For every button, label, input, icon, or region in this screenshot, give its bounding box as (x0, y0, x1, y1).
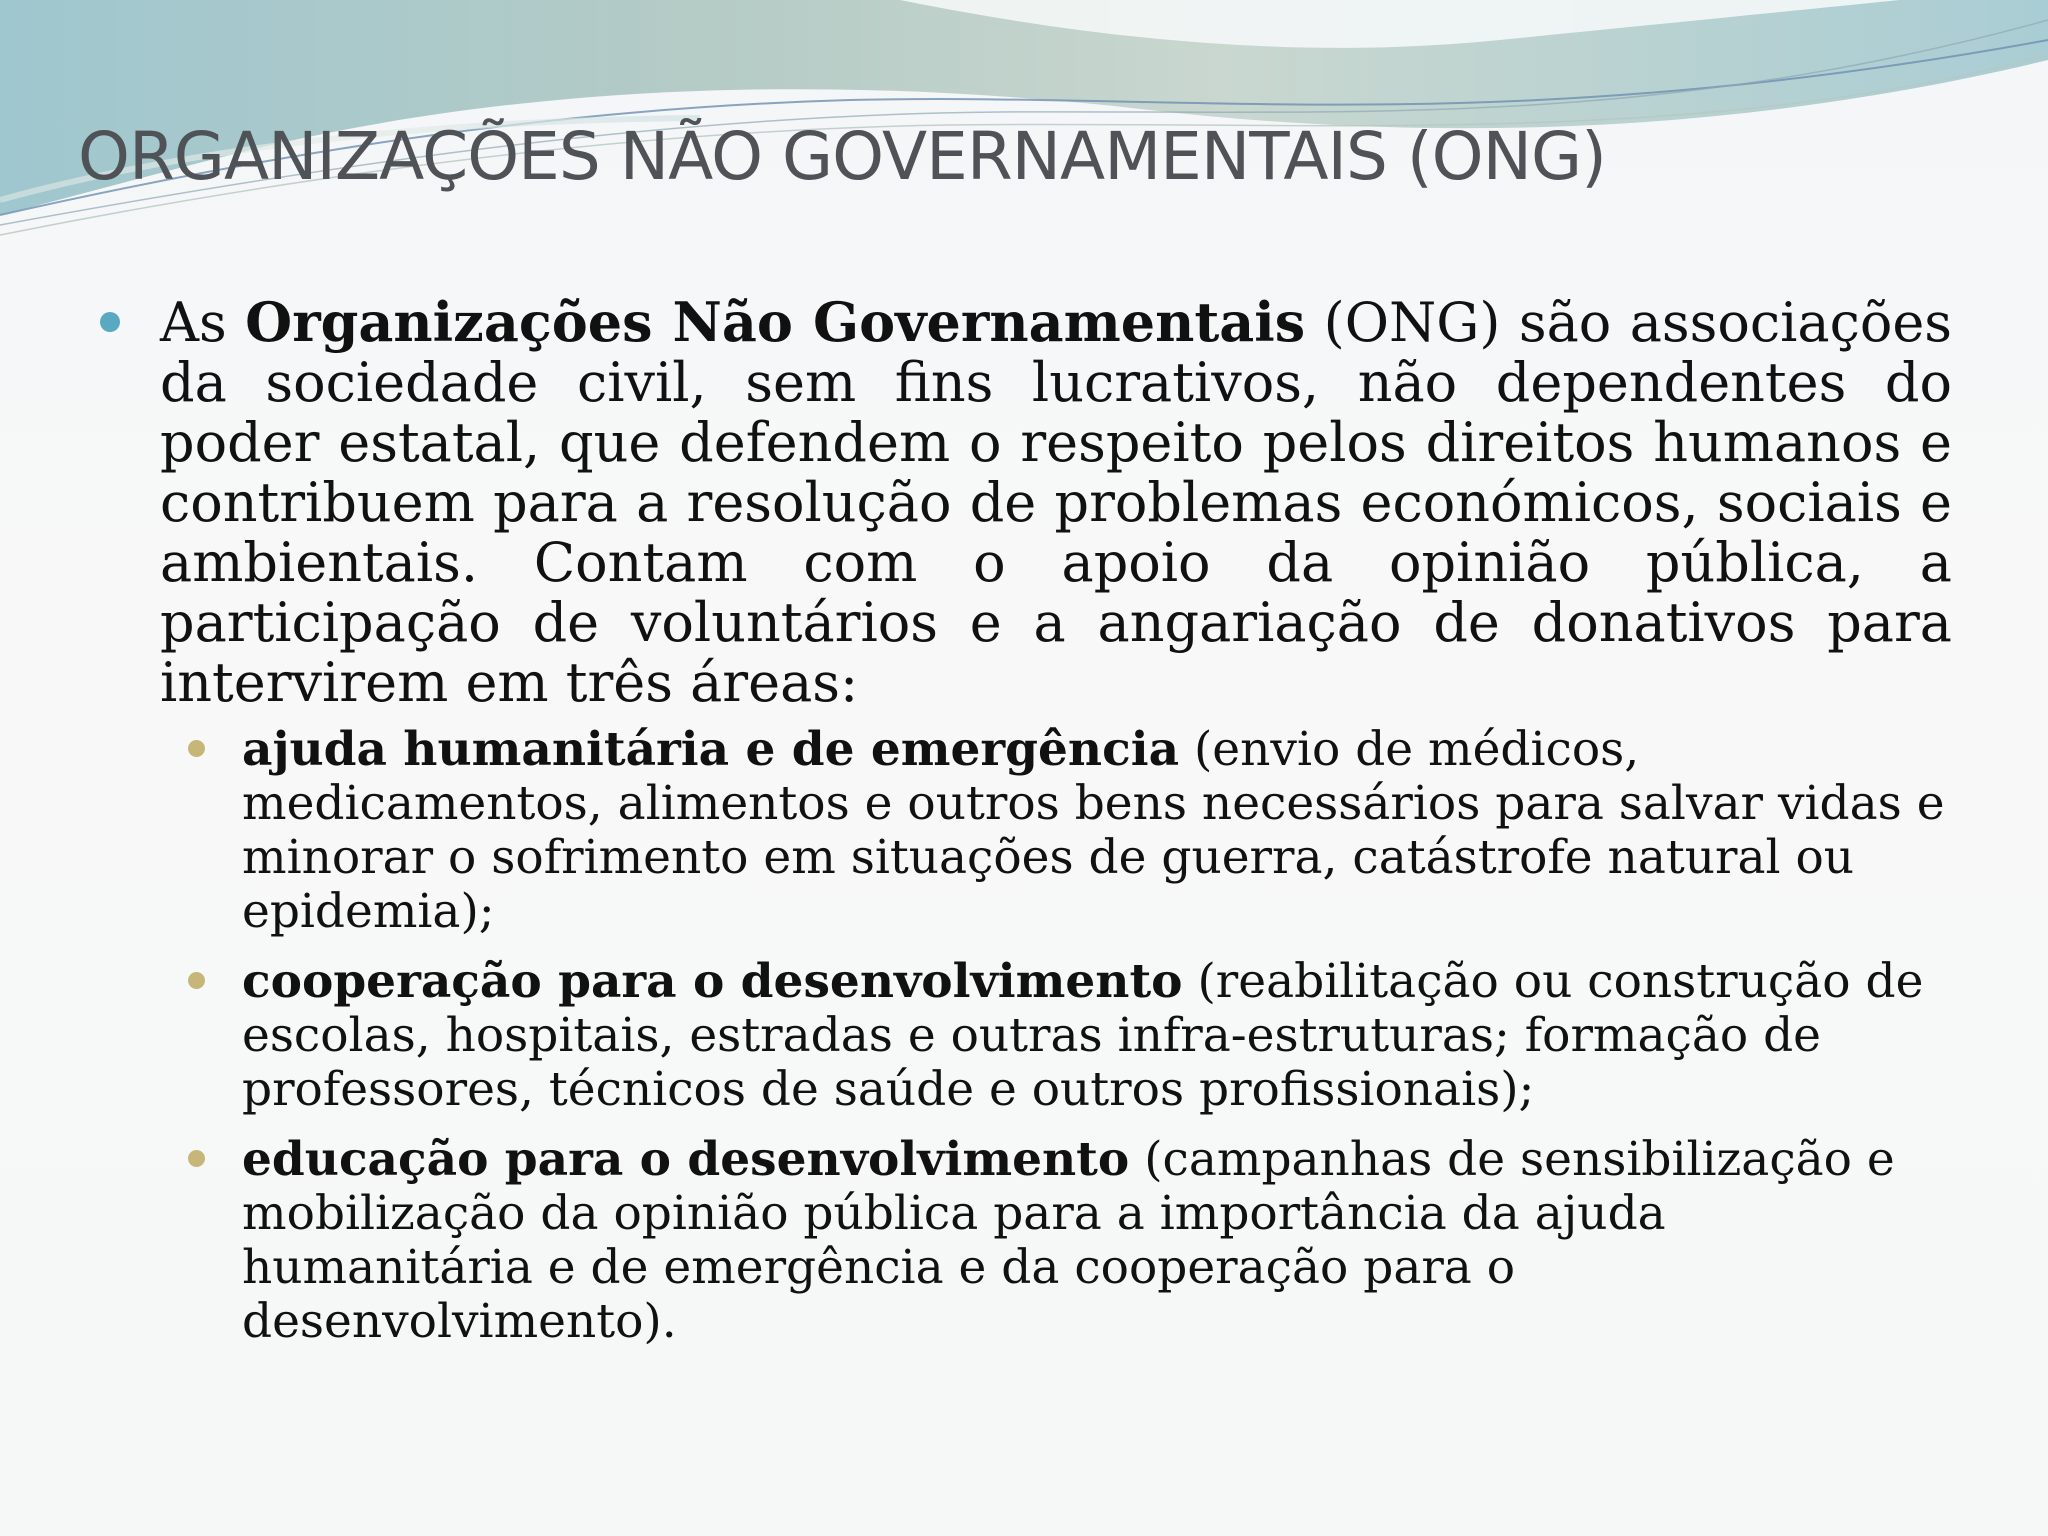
area-description: (envio de médicos, medicamentos, alimentos e outros bens necessários para salvar vidas e minorar o sofrimento em situações de guerra, catástrofe natural ou epidemia); (242, 722, 1945, 939)
areas-list (100, 723, 1952, 1349)
intro-bold-term: Organizações Não Governamentais (245, 290, 1306, 354)
area-title: cooperação para o desenvolvimento (242, 954, 1183, 1009)
area-description: (campanhas de sensibilização e mobilização da opinião pública para a importância da ajuda humanitária e de emergência e da cooperação para o desenvolvimento). (242, 1132, 1895, 1349)
sub-bullet-dot-icon (188, 972, 205, 989)
slide-title: ORGANIZAÇÕES NÃO GOVERNAMENTAIS (ONG) (78, 118, 1606, 195)
content-area (100, 292, 1952, 1365)
area-item-education (180, 1133, 1952, 1349)
main-bullet-item (100, 292, 1952, 713)
intro-body: (ONG) são associações da sociedade civil, sem fins lucrativos, não dependentes do poder estatal, que defendem o respeito pelos direitos humanos e contribuem para a resolução de problemas económicos, sociais e ambientais. Contam com o apoio da opinião pública, a participação de voluntários e a angariação de donativos para intervirem em três áreas: (160, 291, 1952, 714)
main-bullet-dot-icon (100, 312, 120, 332)
area-item-cooperation (180, 955, 1952, 1117)
sub-bullet-dot-icon (188, 1150, 205, 1167)
area-title: ajuda humanitária e de emergência (242, 722, 1180, 777)
sub-bullet-dot-icon (188, 740, 205, 757)
area-title: educação para o desenvolvimento (242, 1132, 1130, 1187)
area-item-humanitarian (180, 723, 1952, 939)
intro-prefix: As (160, 291, 246, 354)
area-description: (reabilitação ou construção de escolas, hospitais, estradas e outras infra-estruturas; formação de professores, técnicos de saúde e outros profissionais); (242, 954, 1924, 1117)
